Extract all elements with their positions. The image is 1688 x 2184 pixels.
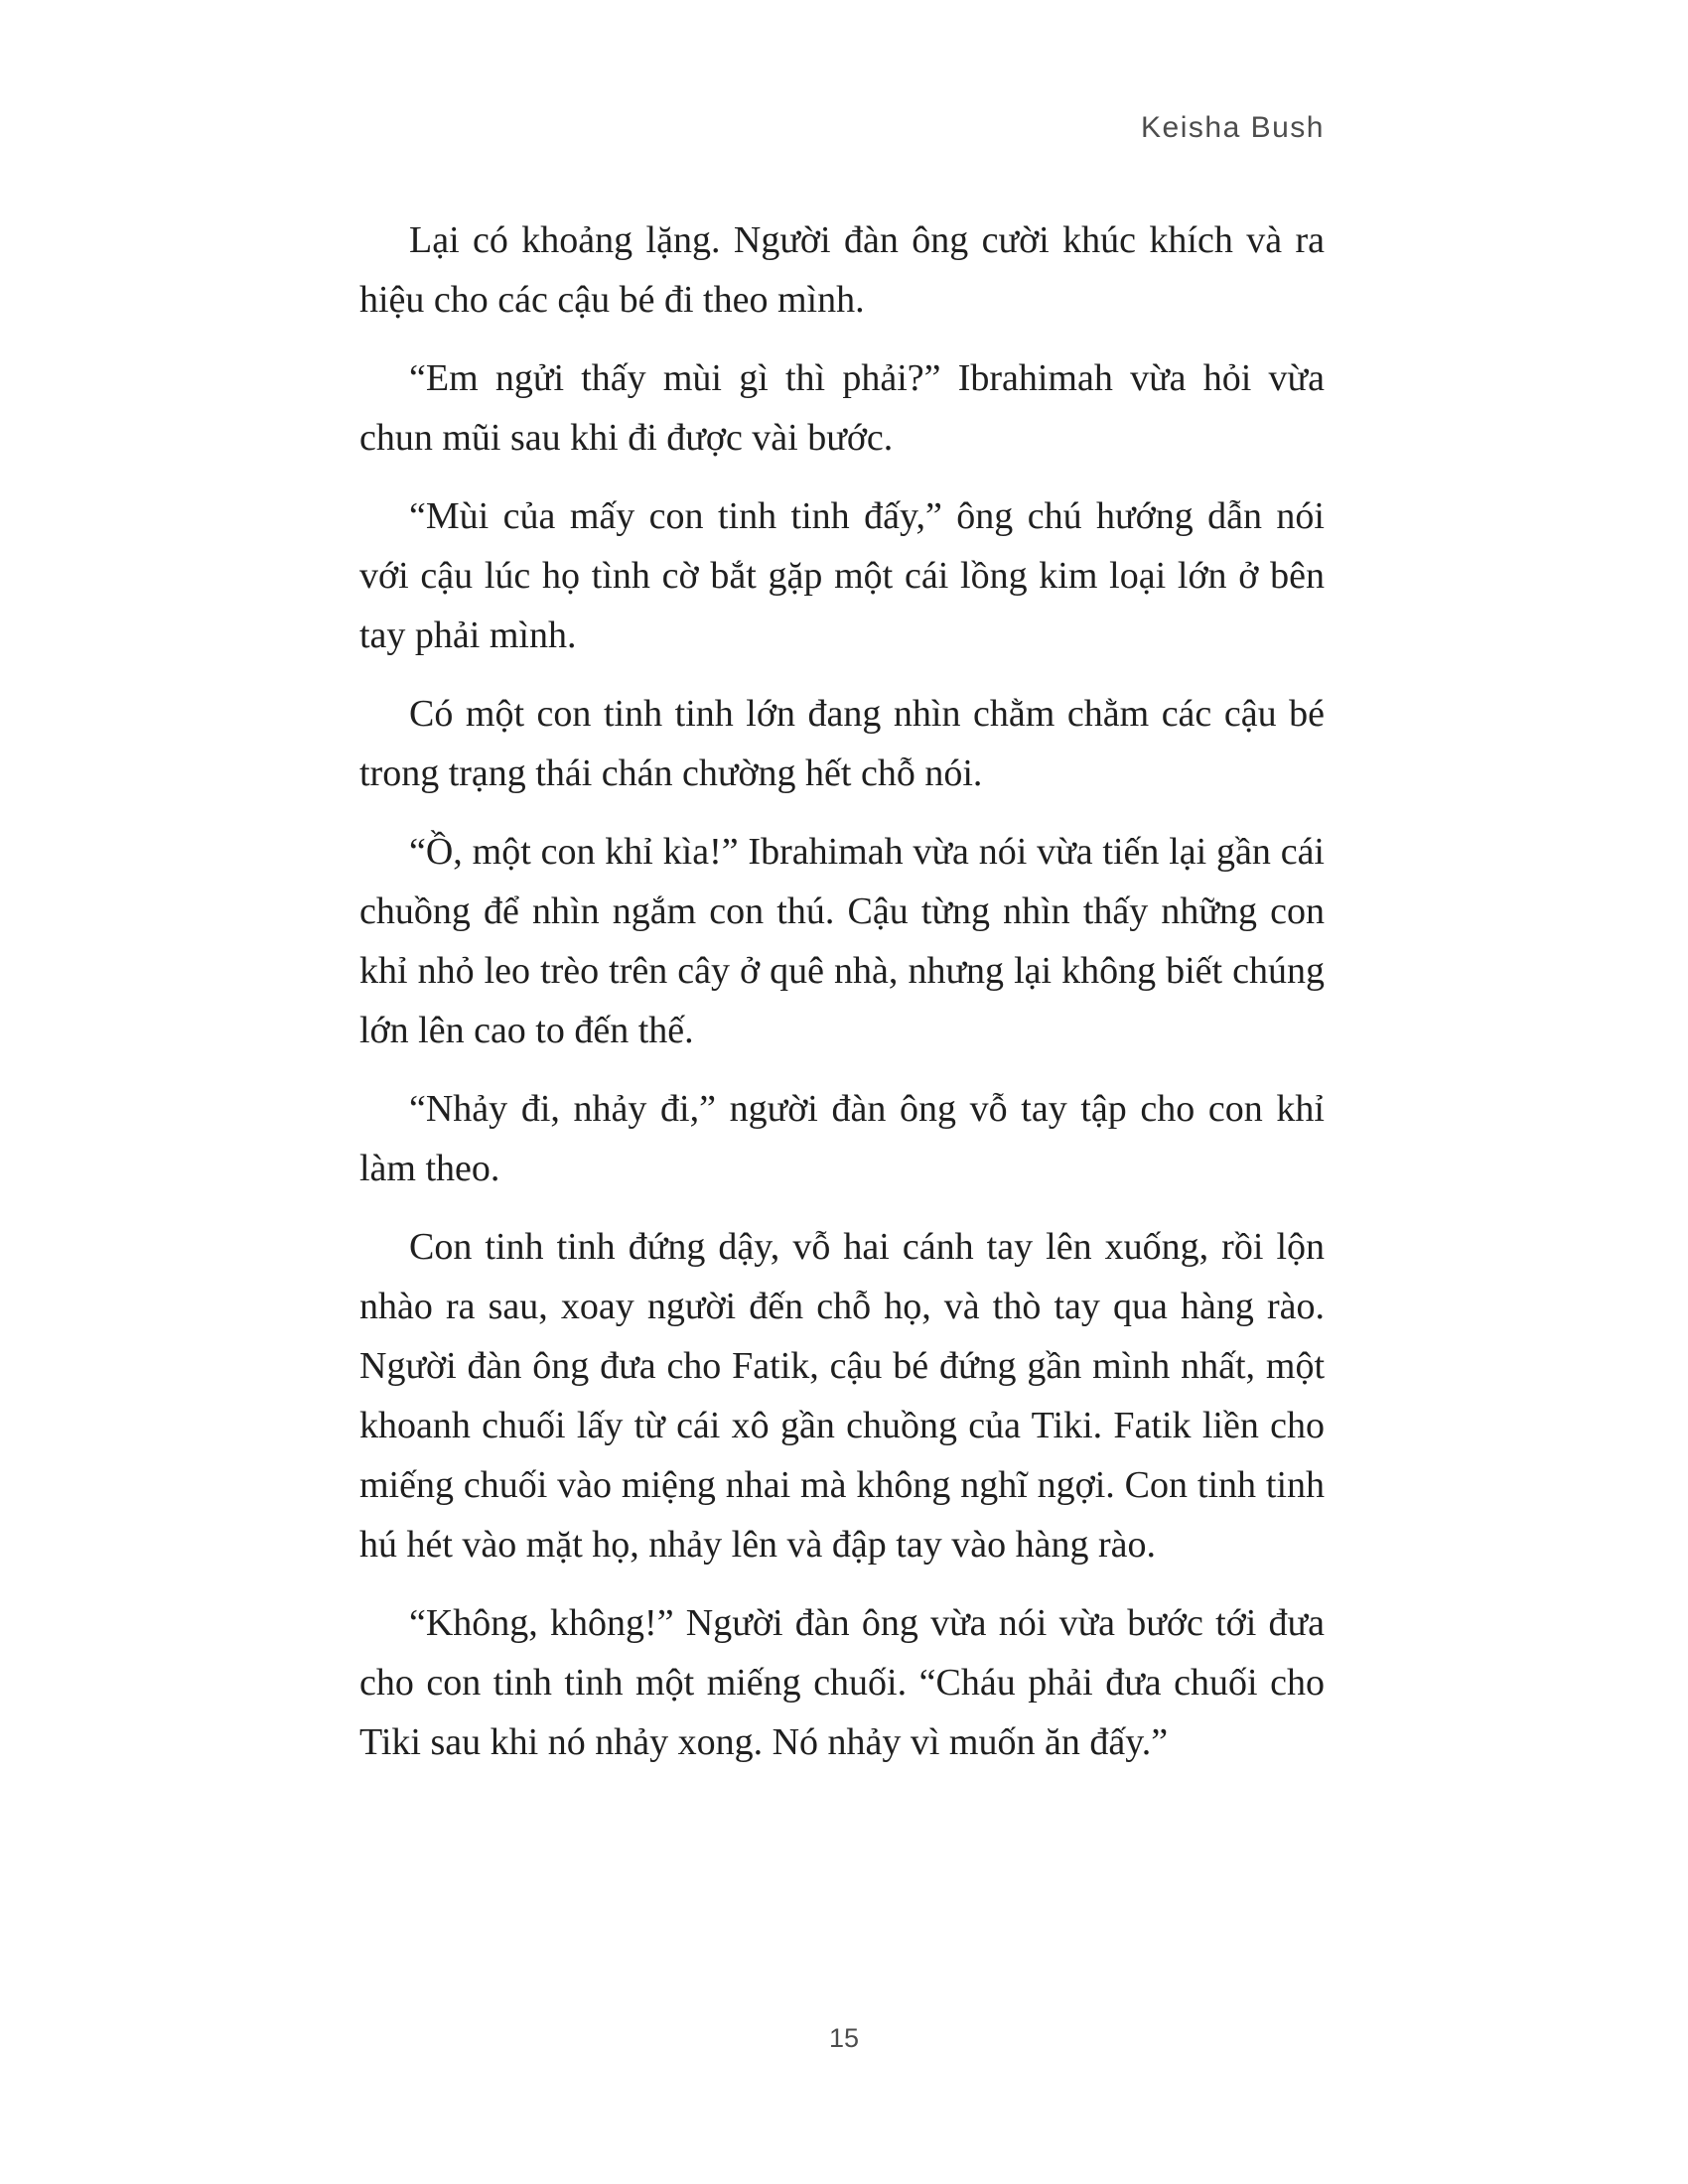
paragraph: Con tinh tinh đứng dậy, vỗ hai cánh tay lên xuống, rồi lộn nhào ra sau, xoay người đến chỗ họ, và thò tay qua hàng rào. Người đàn ông đưa cho Fatik, cậu bé đứng gần mình nhất, một khoanh chuối lấy từ cái xô gần chuồng của Tiki. Fatik liền cho miếng chuối vào miệng nhai mà không nghĩ ngợi. Con tinh tinh hú hét vào mặt họ, nhảy lên và đập tay vào hàng rào.	[359, 1226, 1325, 1566]
paragraph: “Không, không!” Người đàn ông vừa nói vừa bước tới đưa cho con tinh tinh một miếng chuối. “Cháu phải đưa chuối cho Tiki sau khi nó nhảy xong. Nó nhảy vì muốn ăn đấy.”	[359, 1602, 1325, 1763]
paragraph: Lại có khoảng lặng. Người đàn ông cười khúc khích và ra hiệu cho các cậu bé đi theo mình.	[359, 219, 1325, 321]
running-header	[359, 111, 1325, 145]
paragraph: “Em ngửi thấy mùi gì thì phải?” Ibrahimah vừa hỏi vừa chun mũi sau khi đi được vài bước.	[359, 357, 1325, 459]
paragraph: Có một con tinh tinh lớn đang nhìn chằm chằm các cậu bé trong trạng thái chán chường hết chỗ nói.	[359, 693, 1325, 794]
body-text	[359, 210, 1325, 1772]
paragraph: “Mùi của mấy con tinh tinh đấy,” ông chú hướng dẫn nói với cậu lúc họ tình cờ bắt gặp một cái lồng kim loại lớn ở bên tay phải mình.	[359, 495, 1325, 656]
page-footer	[0, 2023, 1688, 2054]
page-number: 15	[828, 2023, 860, 2053]
paragraph: “Nhảy đi, nhảy đi,” người đàn ông vỗ tay tập cho con khỉ làm theo.	[359, 1088, 1325, 1189]
author-name: Keisha Bush	[1141, 111, 1325, 144]
paragraph: “Ồ, một con khỉ kìa!” Ibrahimah vừa nói vừa tiến lại gần cái chuồng để nhìn ngắm con thú. Cậu từng nhìn thấy những con khỉ nhỏ leo trèo trên cây ở quê nhà, nhưng lại không biết chúng lớn lên cao to đến thế.	[359, 831, 1325, 1051]
